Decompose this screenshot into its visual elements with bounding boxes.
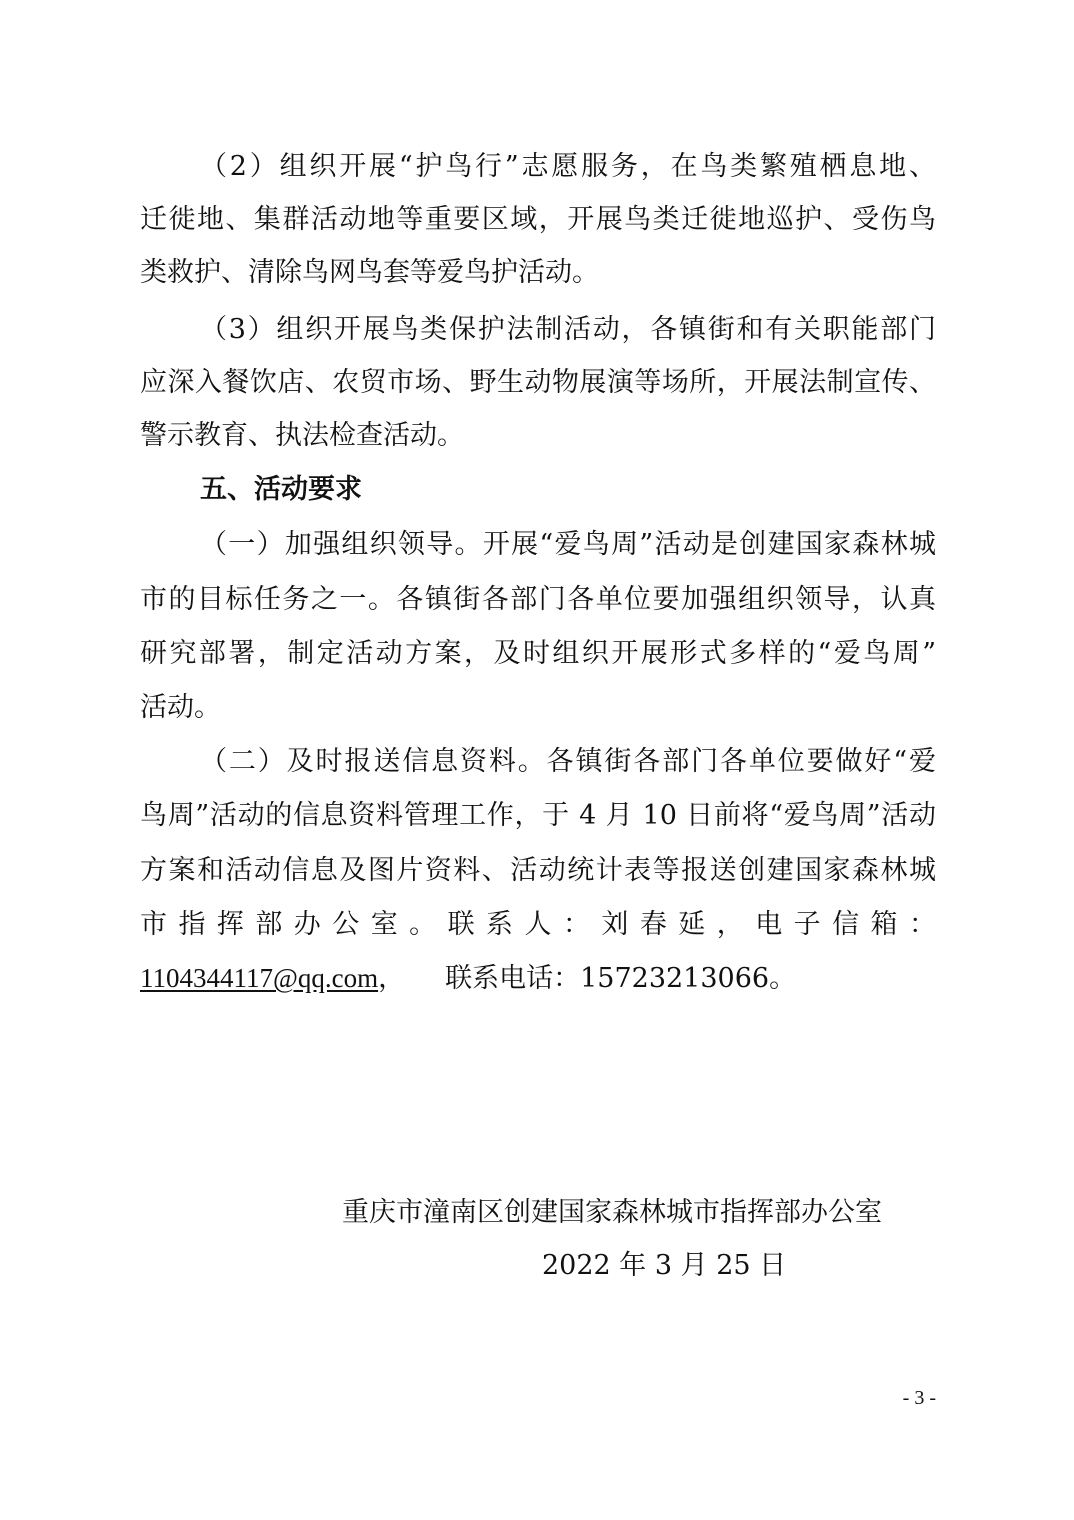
- paragraph-line: 应深入餐饮店、农贸市场、野生动物展演等场所，开展法制宣传、: [140, 367, 936, 398]
- signature-organization: 重庆市潼南区创建国家森林城市指挥部办公室: [342, 1197, 882, 1228]
- paragraph-line: （2）组织开展“护鸟行”志愿服务，在鸟类繁殖栖息地、: [200, 151, 936, 182]
- paragraph-line: 方案和活动信息及图片资料、活动统计表等报送创建国家森林城: [140, 855, 936, 886]
- paragraph-line: 鸟周”活动的信息资料管理工作，于 4 月 10 日前将“爱鸟周”活动: [140, 800, 936, 831]
- paragraph-line: 市指挥部办公室。联系人：刘春延，电子信箱：: [140, 909, 936, 940]
- page-number: - 3 -: [902, 1387, 936, 1409]
- email-suffix: ，: [378, 963, 406, 994]
- contact-line: [140, 958, 936, 998]
- paragraph-line: 活动。: [140, 692, 221, 723]
- phone-label: 联系电话：: [445, 963, 581, 994]
- email-link[interactable]: 1104344117@qq.com: [140, 963, 379, 993]
- paragraph-line: 迁徙地、集群活动地等重要区域，开展鸟类迁徙地巡护、受伤鸟: [140, 204, 936, 235]
- phone-number: 15723213066。: [580, 963, 797, 994]
- section-heading: 五、活动要求: [200, 474, 362, 505]
- paragraph-line: 警示教育、执法检查活动。: [140, 420, 464, 451]
- paragraph-line: （一）加强组织领导。开展“爱鸟周”活动是创建国家森林城: [200, 529, 936, 560]
- paragraph-line: 研究部署，制定活动方案，及时组织开展形式多样的“爱鸟周”: [140, 638, 936, 669]
- paragraph-line: 类救护、清除鸟网鸟套等爱鸟护活动。: [140, 257, 599, 288]
- paragraph-line: 市的目标任务之一。各镇街各部门各单位要加强组织领导，认真: [140, 584, 936, 615]
- paragraph-line: （二）及时报送信息资料。各镇街各部门各单位要做好“爱: [200, 746, 936, 777]
- signature-date: 2022 年 3 月 25 日: [542, 1250, 787, 1281]
- paragraph-line: （3）组织开展鸟类保护法制活动，各镇街和有关职能部门: [200, 314, 936, 345]
